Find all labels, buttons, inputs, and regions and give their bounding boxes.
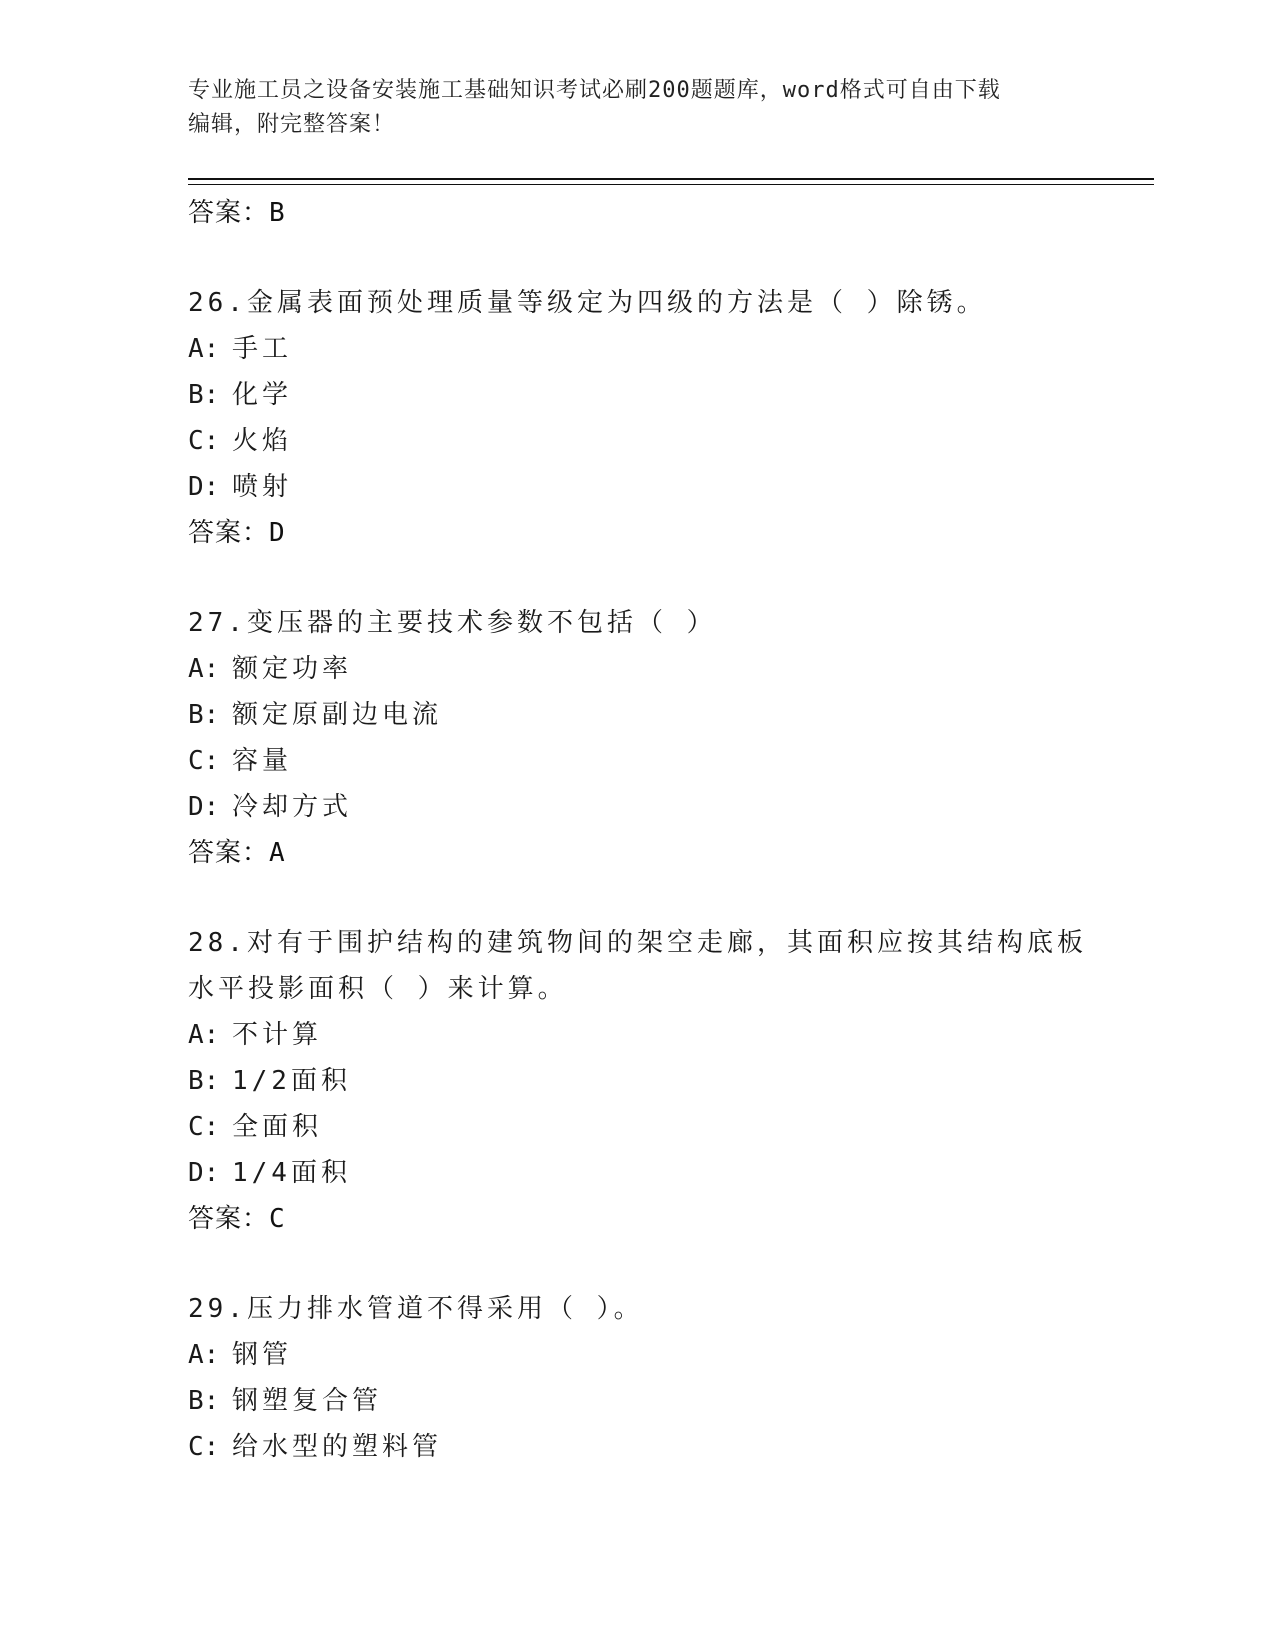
option-c (188, 1424, 1088, 1470)
option-d (188, 784, 1088, 830)
option-b (188, 1378, 1088, 1424)
answer-text: 答案：D (188, 518, 286, 548)
header-divider-thin (188, 184, 1154, 185)
answer-text: 答案：C (188, 1204, 286, 1234)
option-label: B: (188, 1066, 220, 1096)
option-text: 手工 (232, 334, 293, 364)
question-stem: 28.对有于围护结构的建筑物间的架空走廊，其面积应按其结构底板水平投影面积（ ）来计算。 (188, 928, 1087, 1004)
option-text: 全面积 (232, 1112, 323, 1142)
previous-answer: 答案：B (188, 198, 286, 228)
question-stem: 29.压力排水管道不得采用（ ）。 (188, 1294, 644, 1324)
option-text: 不计算 (232, 1020, 323, 1050)
option-label: A: (188, 654, 220, 684)
option-label: C: (188, 746, 220, 776)
option-b (188, 692, 1088, 738)
option-text: 化学 (232, 380, 293, 410)
option-text: 容量 (232, 746, 293, 776)
option-c (188, 418, 1088, 464)
option-label: D: (188, 1158, 220, 1188)
option-label: A: (188, 334, 220, 364)
option-label: B: (188, 380, 220, 410)
option-label: B: (188, 700, 220, 730)
option-b (188, 1058, 1088, 1104)
option-a (188, 1332, 1088, 1378)
option-d (188, 464, 1088, 510)
option-text: 给水型的塑料管 (232, 1432, 443, 1462)
option-text: 1/4面积 (232, 1158, 351, 1188)
option-a (188, 646, 1088, 692)
header-title-line2: 编辑，附完整答案！ (188, 112, 396, 137)
option-text: 火焰 (232, 426, 293, 456)
option-c (188, 1104, 1088, 1150)
option-label: A: (188, 1340, 220, 1370)
option-label: D: (188, 792, 220, 822)
header-divider-thick (188, 178, 1154, 180)
option-text: 钢塑复合管 (232, 1386, 383, 1416)
option-label: C: (188, 426, 220, 456)
option-d (188, 1150, 1088, 1196)
answer-text: 答案：A (188, 838, 286, 868)
question-stem: 27.变压器的主要技术参数不包括（ ） (188, 608, 717, 638)
header-title-line1: 专业施工员之设备安装施工基础知识考试必刷200题题库，word格式可自由下载 (188, 78, 1001, 103)
option-label: C: (188, 1432, 220, 1462)
option-text: 额定原副边电流 (232, 700, 443, 730)
option-label: A: (188, 1020, 220, 1050)
option-text: 额定功率 (232, 654, 353, 684)
option-text: 1/2面积 (232, 1066, 351, 1096)
option-label: D: (188, 472, 220, 502)
option-text: 喷射 (232, 472, 293, 502)
option-text: 冷却方式 (232, 792, 353, 822)
question-26 (188, 280, 1088, 556)
document-header (188, 74, 1088, 142)
option-b (188, 372, 1088, 418)
option-label: C: (188, 1112, 220, 1142)
option-a (188, 1012, 1088, 1058)
option-c (188, 738, 1088, 784)
question-28 (188, 920, 1088, 1242)
option-label: B: (188, 1386, 220, 1416)
option-a (188, 326, 1088, 372)
question-list (188, 190, 1088, 1470)
option-text: 钢管 (232, 1340, 293, 1370)
question-29 (188, 1286, 1088, 1470)
question-27 (188, 600, 1088, 876)
question-stem: 26.金属表面预处理质量等级定为四级的方法是（ ）除锈。 (188, 288, 987, 318)
